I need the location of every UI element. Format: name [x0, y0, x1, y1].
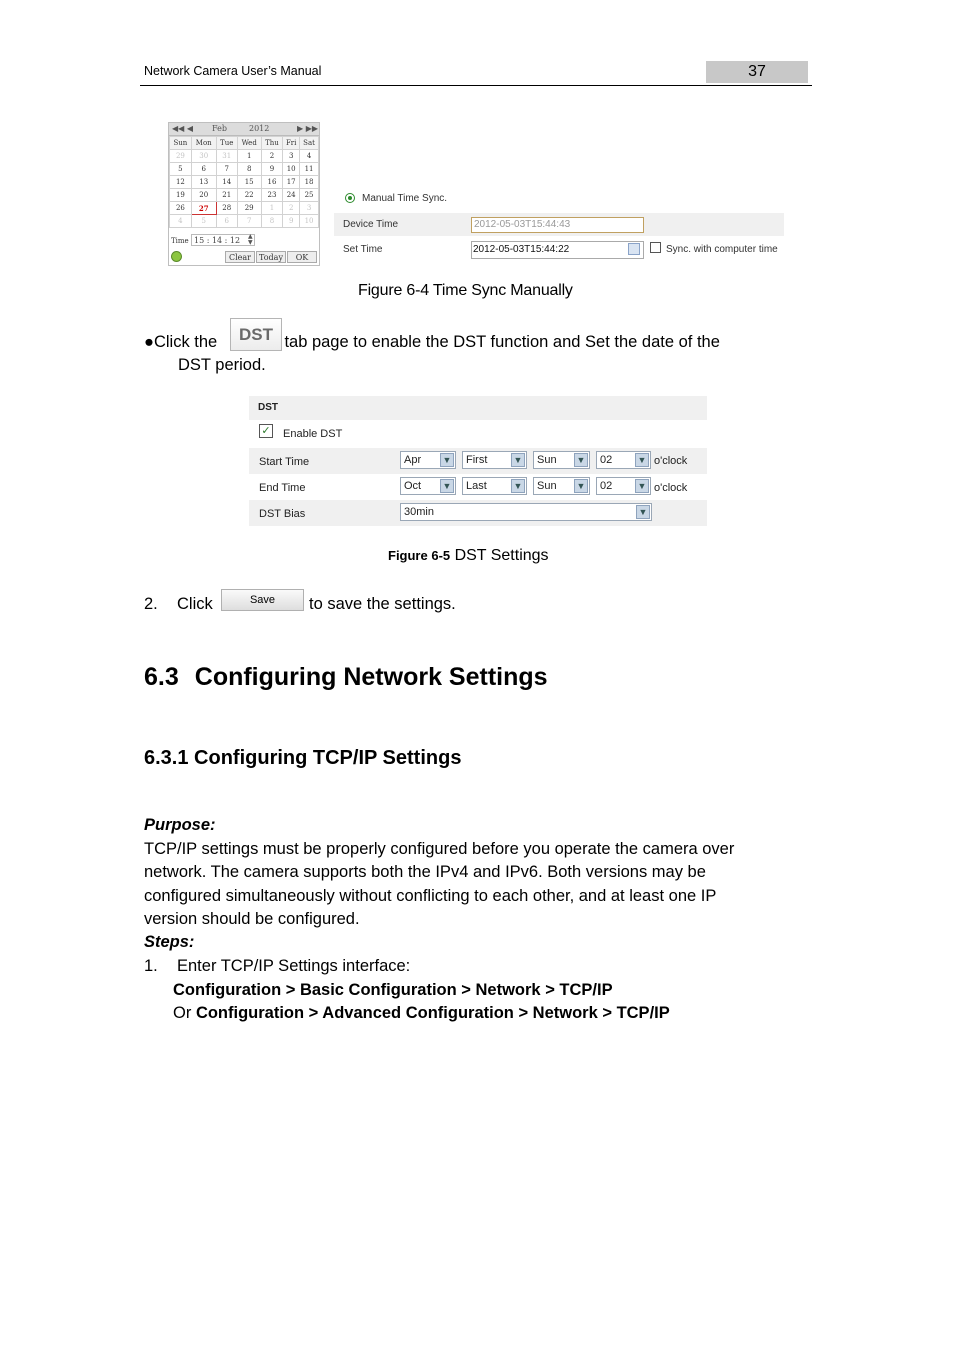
- calendar-day[interactable]: 1: [237, 150, 261, 163]
- section-title: Configuring Network Settings: [194, 663, 548, 691]
- calendar-day[interactable]: 20: [191, 189, 216, 202]
- chevron-down-icon: ▼: [635, 479, 649, 493]
- end-day-select[interactable]: [533, 477, 590, 495]
- calendar-day[interactable]: 13: [191, 176, 216, 189]
- calendar-day[interactable]: 23: [261, 189, 283, 202]
- subsection-heading: 6.3.1 Configuring TCP/IP Settings: [144, 747, 462, 769]
- calendar-day[interactable]: 16: [261, 176, 283, 189]
- section-number: 6.3: [144, 663, 179, 691]
- calendar-day[interactable]: 1: [261, 202, 283, 215]
- purpose-line: configured simultaneously without conflicting to each other, and at least one IP: [144, 886, 717, 905]
- device-time-label: Device Time: [343, 219, 399, 230]
- end-month-value: Oct: [404, 480, 422, 492]
- calendar-day[interactable]: 10: [283, 163, 300, 176]
- weekday-label: Mon: [191, 137, 216, 150]
- calendar-day[interactable]: 26: [170, 202, 192, 215]
- calendar-widget: [168, 122, 320, 266]
- start-time-label: Start Time: [259, 456, 310, 468]
- chevron-down-icon: ▼: [511, 479, 525, 493]
- device-time-field: 2012-05-03T15:44:43: [471, 217, 644, 233]
- start-month-select[interactable]: [400, 451, 456, 469]
- calendar-day-selected[interactable]: 27: [191, 202, 216, 215]
- step1-number: 1.: [144, 957, 158, 975]
- sync-computer-checkbox[interactable]: [650, 242, 661, 253]
- calendar-day[interactable]: 14: [216, 176, 237, 189]
- nav-path-basic: Configuration > Basic Configuration > Network > TCP/IP: [173, 981, 613, 999]
- prev-nav-icon[interactable]: ◀◀ ◀: [172, 124, 193, 133]
- step2-rest: to save the settings.: [309, 595, 456, 613]
- dst-header: DST: [258, 402, 278, 413]
- running-header-title: Network Camera User’s Manual: [144, 64, 322, 78]
- ok-button[interactable]: OK: [287, 251, 317, 263]
- calendar-day[interactable]: 7: [216, 163, 237, 176]
- start-day-value: Sun: [537, 454, 557, 466]
- end-week-select[interactable]: [462, 477, 527, 495]
- start-hour-select[interactable]: [596, 451, 651, 469]
- calendar-day[interactable]: 24: [283, 189, 300, 202]
- calendar-day[interactable]: 3: [300, 202, 319, 215]
- calendar-day[interactable]: 19: [170, 189, 192, 202]
- calendar-day[interactable]: 15: [237, 176, 261, 189]
- weekday-label: Sat: [300, 137, 319, 150]
- calendar-year[interactable]: 2012: [249, 124, 270, 133]
- weekday-label: Fri: [283, 137, 300, 150]
- calendar-day[interactable]: 29: [237, 202, 261, 215]
- calendar-day[interactable]: 8: [261, 215, 283, 228]
- weekday-label: Thu: [261, 137, 283, 150]
- calendar-day[interactable]: 2: [261, 150, 283, 163]
- chevron-down-icon: ▼: [574, 479, 588, 493]
- step2-number: 2.: [144, 595, 158, 613]
- dst-settings-panel: [249, 396, 707, 526]
- start-hour-value: 02: [600, 454, 613, 466]
- figure-6-5-caption: [388, 547, 549, 565]
- set-time-label: Set Time: [343, 244, 383, 255]
- start-month-value: Apr: [404, 454, 422, 466]
- end-time-label: End Time: [259, 482, 306, 494]
- end-week-value: Last: [466, 480, 487, 492]
- enable-dst-label: Enable DST: [283, 428, 343, 440]
- weekday-label: Sun: [170, 137, 192, 150]
- end-oclock-label: o'clock: [654, 482, 688, 494]
- chevron-down-icon: ▼: [635, 453, 649, 467]
- dst-bias-label: DST Bias: [259, 508, 306, 520]
- dst-bias-select[interactable]: [400, 503, 652, 521]
- save-button[interactable]: Save: [221, 589, 304, 611]
- start-day-select[interactable]: [533, 451, 590, 469]
- time-label: Time: [171, 237, 189, 245]
- figure-6-5-caption-number: Figure 6-5: [388, 548, 451, 563]
- section-heading: [144, 663, 548, 692]
- calendar-day[interactable]: 9: [261, 163, 283, 176]
- calendar-day[interactable]: 8: [237, 163, 261, 176]
- calendar-day[interactable]: 30: [191, 150, 216, 163]
- purpose-label: Purpose:: [144, 816, 216, 834]
- clear-button[interactable]: Clear: [225, 251, 255, 263]
- figure-6-4-caption: Figure 6-4 Time Sync Manually: [358, 282, 573, 299]
- calendar-day[interactable]: 2: [283, 202, 300, 215]
- nav-path-advanced: [173, 1002, 670, 1025]
- manual-sync-label: Manual Time Sync.: [362, 193, 448, 204]
- globe-icon[interactable]: [171, 251, 182, 262]
- calendar-day[interactable]: 4: [170, 215, 192, 228]
- dst-instruction-text2: DST period.: [178, 356, 266, 375]
- dst-tab[interactable]: DST: [230, 318, 282, 351]
- calendar-day[interactable]: 4: [300, 150, 319, 163]
- calendar-day[interactable]: 21: [216, 189, 237, 202]
- calendar-day[interactable]: 28: [216, 202, 237, 215]
- dst-header-row: [249, 396, 707, 420]
- time-spinner-icon[interactable]: ▲ ▼: [248, 233, 253, 246]
- calendar-day[interactable]: 31: [216, 150, 237, 163]
- calendar-day[interactable]: 22: [237, 189, 261, 202]
- calendar-day[interactable]: 9: [283, 215, 300, 228]
- manual-sync-radio[interactable]: [345, 193, 355, 203]
- purpose-line: TCP/IP settings must be properly configured before you operate the camera over: [144, 840, 735, 858]
- calendar-day[interactable]: 10: [300, 215, 319, 228]
- dst-instruction-prefix: ●Click the: [144, 333, 218, 351]
- dst-bias-value: 30min: [404, 506, 434, 518]
- step1-text: Enter TCP/IP Settings interface:: [177, 957, 411, 975]
- calendar-day[interactable]: 17: [283, 176, 300, 189]
- end-hour-value: 02: [600, 480, 613, 492]
- calendar-day[interactable]: 5: [170, 163, 192, 176]
- nav-path-advanced-text: Configuration > Advanced Configuration > Network > TCP/IP: [195, 1004, 670, 1022]
- calendar-day[interactable]: 29: [170, 150, 192, 163]
- calendar-day[interactable]: 6: [216, 215, 237, 228]
- calendar-header: [169, 123, 319, 136]
- purpose-text: [144, 838, 794, 932]
- end-hour-select[interactable]: [596, 477, 651, 495]
- calendar-day[interactable]: 3: [283, 150, 300, 163]
- calendar-day[interactable]: 7: [237, 215, 261, 228]
- chevron-down-icon: ▼: [574, 453, 588, 467]
- start-week-select[interactable]: [462, 451, 527, 469]
- end-month-select[interactable]: [400, 477, 456, 495]
- chevron-down-icon: ▼: [440, 453, 454, 467]
- chevron-down-icon: ▼: [440, 479, 454, 493]
- set-time-input[interactable]: 2012-05-03T15:44:22: [471, 241, 644, 259]
- figure-6-5-caption-text: DST Settings: [454, 547, 549, 564]
- start-week-value: First: [466, 454, 488, 466]
- dst-instruction-text: tab page to enable the DST function and Set the date of the: [284, 333, 720, 351]
- weekday-label: Tue: [216, 137, 237, 150]
- calendar-day[interactable]: 12: [170, 176, 192, 189]
- calendar-month[interactable]: Feb: [212, 124, 227, 133]
- step2-click: Click: [177, 595, 213, 613]
- calendar-grid: [169, 136, 319, 228]
- purpose-line: network. The camera supports both the IPv4 and IPv6. Both versions may be: [144, 863, 706, 882]
- chevron-down-icon: ▼: [636, 505, 650, 519]
- next-nav-icon[interactable]: ▶ ▶▶: [297, 124, 318, 133]
- weekday-label: Wed: [237, 137, 261, 150]
- calendar-day[interactable]: 5: [191, 215, 216, 228]
- enable-dst-checkbox[interactable]: ✓: [259, 424, 273, 438]
- time-input[interactable]: 15 : 14 : 12: [191, 234, 255, 246]
- calendar-day[interactable]: 11: [300, 163, 319, 176]
- page-number: 37: [706, 61, 808, 83]
- or-text: Or: [173, 1004, 192, 1022]
- today-button[interactable]: Today: [256, 251, 286, 263]
- steps-label: Steps:: [144, 933, 195, 951]
- calendar-day[interactable]: 6: [191, 163, 216, 176]
- end-day-value: Sun: [537, 480, 557, 492]
- start-oclock-label: o'clock: [654, 455, 688, 467]
- calendar-day[interactable]: 18: [300, 176, 319, 189]
- header-rule: [140, 85, 812, 86]
- calendar-day[interactable]: 25: [300, 189, 319, 202]
- chevron-down-icon: ▼: [511, 453, 525, 467]
- calendar-icon[interactable]: [628, 243, 640, 255]
- sync-computer-label: Sync. with computer time: [666, 244, 778, 255]
- purpose-line: version should be configured.: [144, 910, 360, 929]
